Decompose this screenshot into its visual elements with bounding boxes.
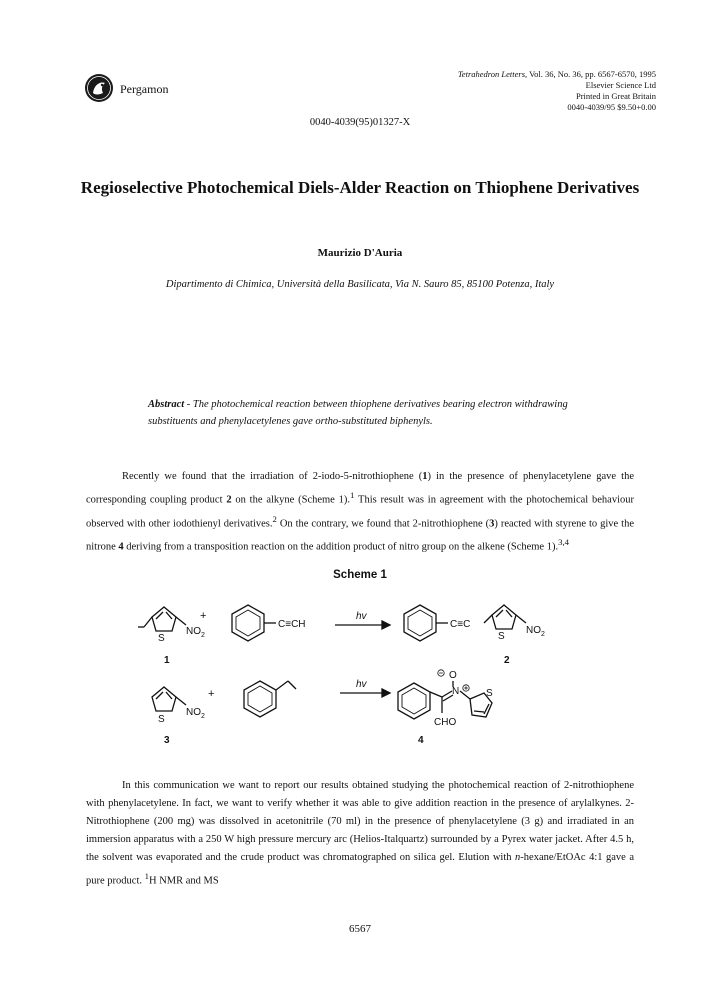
text-run: -hexane/EtOAc 4:1 gave a pure product.	[86, 852, 635, 887]
thiophene-product-2	[484, 605, 526, 629]
text-run: On the contrary, we found that 2-nitrothiophene (	[276, 518, 490, 529]
compound-label-3: 3	[164, 735, 170, 746]
compound-ref: 1	[422, 471, 428, 482]
copyright-line: Elsevier Science Ltd	[585, 80, 656, 90]
printed-line: Printed in Great Britain	[575, 91, 656, 101]
page-number: 6567	[349, 923, 371, 935]
nitro-label-1: $NO_2$	[186, 626, 205, 639]
alkyne-label: C≡CH	[278, 619, 306, 630]
compound-label-2: 2	[504, 655, 510, 666]
abstract-label: Abstract	[148, 399, 185, 410]
benzene-phenylacetylene	[232, 605, 276, 641]
journal-volume: Vol. 36, No. 36, pp. 6567-6570, 1995	[527, 69, 656, 79]
sulfur-label-2: S	[498, 631, 505, 642]
hv-label-2: hv	[356, 679, 367, 690]
text-run: ) reacted with styrene to give the nitrone	[86, 518, 634, 553]
paragraph-2	[86, 777, 634, 891]
text-run: ) in the presence of phenylacetylene gave the corresponding coupling product	[86, 471, 634, 506]
thiophene-3	[152, 687, 186, 711]
text-run: Recently we found that the irradiation of 2-iodo-5-nitrothiophene (	[122, 471, 423, 482]
sulfur-label: S	[158, 633, 165, 644]
compound-ref: 3	[489, 518, 495, 529]
issn-price: 0040-4039/95 $9.50+0.00	[567, 102, 656, 112]
plus-sign-2: +	[208, 688, 215, 700]
pergamon-logo	[84, 73, 114, 103]
text-run: on the alkyne (Scheme 1).	[231, 494, 351, 506]
text-run: deriving from a transposition reaction on the addition product of nitro group on the alkene (Scheme 1).	[123, 541, 559, 553]
compound-label-1: 1	[164, 655, 170, 666]
journal-info	[458, 69, 656, 113]
abstract	[148, 396, 588, 430]
compound-ref: 2	[226, 494, 232, 506]
scheme-1-diagram	[100, 585, 620, 760]
paragraph-1	[86, 468, 634, 557]
citation: 1	[350, 490, 355, 500]
thiophene-1	[138, 607, 186, 631]
nitro-label-3: $NO_2$	[186, 707, 205, 720]
abstract-text: - The photochemical reaction between thiophene derivatives bearing electron withdrawing substituents and phenylacetylenes gave ortho-substituted biphenyls.	[148, 399, 568, 427]
text-run-italic: n	[515, 852, 521, 863]
styrene	[244, 681, 296, 717]
aldehyde-label: CHO	[434, 717, 457, 728]
compound-label-4: 4	[418, 735, 424, 746]
hv-label-1: hv	[356, 611, 367, 622]
superscript: 1	[144, 871, 149, 881]
citation: 2	[272, 513, 277, 524]
affiliation: Dipartimento di Chimica, Università della Basilicata, Via N. Sauro 85, 85100 Potenza, Italy	[165, 279, 555, 290]
oxygen-label: O	[449, 670, 457, 681]
plus-sign-1: +	[200, 610, 207, 622]
reaction-arrow-1	[335, 621, 390, 629]
publisher-name: Pergamon	[120, 82, 169, 96]
journal-name: Tetrahedron Letters,	[457, 69, 528, 79]
text-run: In this communication we want to report our results obtained studying the photochemical reaction of 2-nitrothiophene with phenylacetylene. In fact, we want to verify whether it was able to give addition reaction in the presence of arylalkynes. 2-Nitrothiophene (200 mg) was dissolved in acetonitrile (70 ml) in the presence of phenylacetylene (3 g) and irradiated in an immersion apparatus with a 250 W high pressure mercury arc (Helios-Italquartz) surrounded by a Pyrex water jacket. After 4.5 h, the solvent was evaporated and the crude product was chromatographed on silica gel. Elution with	[86, 780, 634, 863]
text-run: This result was in agreement with the photochemical behaviour observed with other iodothienyl derivatives.	[86, 494, 634, 529]
author: Maurizio D'Auria	[317, 247, 403, 259]
sulfur-label-4: S	[486, 688, 493, 699]
compound-ref: 4	[118, 541, 124, 553]
benzene-product-2	[404, 605, 448, 641]
citation: 3,4	[558, 537, 570, 547]
sulfur-label-3: S	[158, 714, 165, 725]
scheme-title: Scheme 1	[333, 569, 387, 581]
nitrone-product-4	[398, 681, 492, 719]
article-title: Regioselective Photochemical Diels-Alder Reaction on Thiophene Derivatives	[80, 178, 640, 197]
journal-citation	[458, 69, 656, 80]
nitrogen-label: N	[452, 686, 460, 697]
doi: 0040-4039(95)01327-X	[309, 117, 411, 128]
text-run: H NMR and MS	[148, 875, 219, 887]
nitro-label-2: $NO_2$	[526, 625, 545, 638]
alkyne-label-product: C≡C	[450, 619, 471, 630]
reaction-arrow-2	[340, 689, 390, 697]
